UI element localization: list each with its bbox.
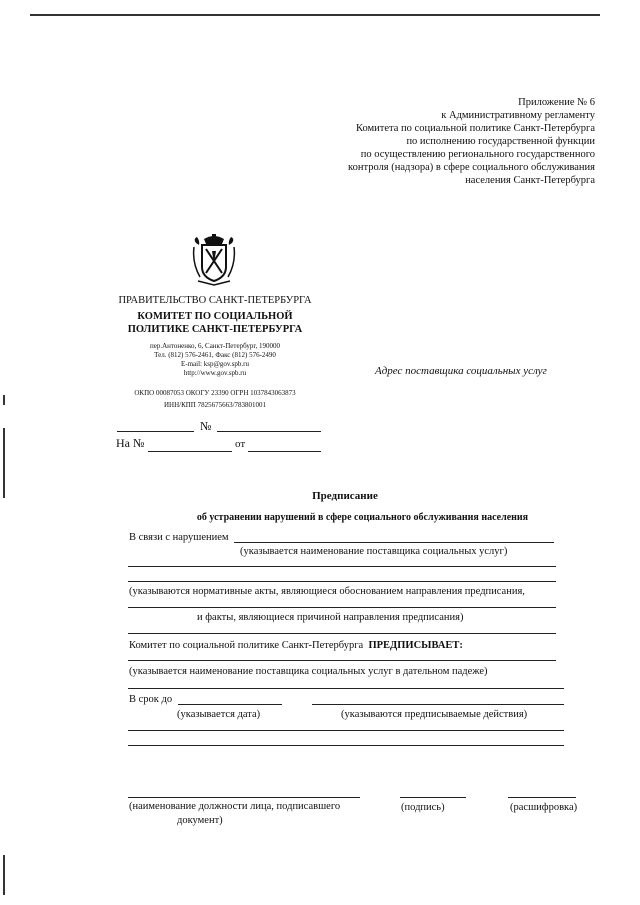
actions-line (312, 704, 564, 705)
acts-hint: (указываются нормативные акты, являющиеся обоснованием направления предписания, (129, 586, 525, 597)
date-hint: (указывается дата) (177, 709, 261, 720)
committee-name-line1: КОМИТЕТ ПО СОЦИАЛЬНОЙ (137, 311, 293, 322)
decode-hint: (расшифровка) (510, 802, 578, 813)
blank-line (128, 660, 556, 661)
government-name: ПРАВИТЕЛЬСТВО САНКТ-ПЕТЕРБУРГА (118, 295, 312, 306)
dative-hint: (указывается наименование поставщика социальных услуг в дательном падеже) (129, 666, 488, 677)
document-subtitle: об устранении нарушений в сфере социального обслуживания населения (196, 512, 529, 523)
committee-inn: ИНН/КПП 7825675663/783801001 (163, 401, 267, 409)
position-line (128, 797, 360, 798)
violation-label: В связи с нарушением (129, 532, 229, 543)
committee-name-line2: ПОЛИТИКЕ САНКТ-ПЕТЕРБУРГА (127, 324, 303, 335)
number-sign: № (200, 419, 212, 433)
blank-line (128, 633, 556, 634)
committee-text (129, 639, 463, 652)
top-scan-edge (30, 14, 600, 16)
outgoing-number-line (117, 431, 194, 432)
left-scan-mark (3, 395, 5, 405)
ref-date-label: от (235, 438, 246, 450)
blank-line (128, 688, 564, 689)
provider-hint: (указывается наименование поставщика социальных услуг) (240, 546, 508, 557)
decode-line (508, 797, 576, 798)
appendix-line: по осуществлению регионального государственного (360, 149, 595, 160)
committee-email: E-mail: ksp@gov.spb.ru (180, 360, 249, 368)
appendix-line: к Административному регламенту (441, 110, 595, 121)
ref-number-line (148, 451, 232, 452)
committee-phone: Тел. (812) 576-2461, Факс (812) 576-2490 (154, 351, 276, 359)
blank-line (128, 566, 556, 567)
blank-line (128, 730, 564, 731)
violation-line (234, 542, 554, 543)
position-hint-line1: (наименование должности лица, подписавшего (129, 801, 341, 812)
ref-date-line (248, 451, 321, 452)
deadline-label: В срок до (129, 694, 173, 705)
committee-address: пер.Антоненко, 6, Санкт-Петербург, 190000 (150, 342, 280, 350)
coat-of-arms-emblem (190, 233, 238, 287)
signature-line (400, 797, 466, 798)
appendix-block (348, 96, 595, 187)
committee-codes: ОКПО 00087053 ОКОГУ 23390 ОГРН 1037843063873 (134, 389, 296, 397)
outgoing-number-value-line (217, 431, 321, 432)
appendix-line: контроля (надзора) в сфере социального обслуживания (348, 162, 595, 173)
document-title: Предписание (312, 490, 378, 502)
blank-line (128, 607, 556, 608)
deadline-line (178, 704, 282, 705)
facts-hint: и факты, являющиеся причиной направления предписания) (197, 612, 464, 623)
appendix-line: по исполнению государственной функции (406, 136, 595, 147)
signature-hint: (подпись) (401, 802, 445, 813)
appendix-line: населения Санкт-Петербурга (465, 175, 595, 186)
left-scan-mark (3, 855, 5, 895)
left-scan-mark (3, 428, 5, 498)
position-hint-line2: документ) (177, 815, 223, 826)
appendix-line: Комитета по социальной политике Санкт-Петербурга (356, 123, 595, 134)
committee-website: http://www.gov.spb.ru (183, 369, 247, 377)
blank-line (128, 581, 556, 582)
actions-hint: (указываются предписываемые действия) (341, 709, 528, 720)
blank-line (128, 745, 564, 746)
prescribes-word: ПРЕДПИСЫВАЕТ: (368, 640, 463, 651)
ref-number-label: На № (116, 436, 145, 450)
recipient-address: Адрес поставщика социальных услуг (375, 365, 547, 377)
appendix-line: Приложение № 6 (518, 97, 595, 108)
committee-name-inline: Комитет по социальной политике Санкт-Петербурга (129, 640, 364, 651)
